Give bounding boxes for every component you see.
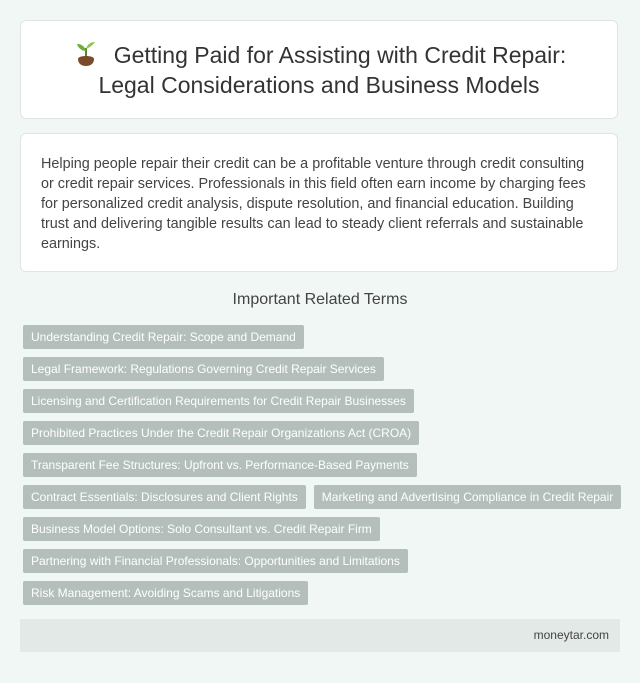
related-terms-list bbox=[23, 325, 623, 605]
term-tag[interactable]: Partnering with Financial Professionals: Opportunities and Limitations bbox=[23, 549, 408, 573]
page-title bbox=[49, 39, 589, 100]
intro-card bbox=[20, 133, 618, 272]
term-tag[interactable]: Contract Essentials: Disclosures and Client Rights bbox=[23, 485, 306, 509]
term-tag[interactable]: Legal Framework: Regulations Governing Credit Repair Services bbox=[23, 357, 384, 381]
term-tag[interactable]: Risk Management: Avoiding Scams and Litigations bbox=[23, 581, 308, 605]
intro-paragraph: Helping people repair their credit can be a profitable venture through credit consulting or credit repair services. Professionals in this field often earn income by charging fees for personalized credit analysis, dispute resolution, and financial education. Building trust and delivering tangible results can lead to steady client referrals and sustainable earnings. bbox=[41, 156, 586, 252]
footer bbox=[20, 619, 620, 652]
title-card bbox=[20, 20, 618, 119]
term-tag[interactable]: Licensing and Certification Requirements for Credit Repair Businesses bbox=[23, 389, 414, 413]
page-title-text: Getting Paid for Assisting with Credit Repair: Legal Considerations and Business Models bbox=[98, 42, 567, 98]
footer-site-link[interactable]: moneytar.com bbox=[533, 628, 609, 642]
sprout-icon bbox=[72, 39, 100, 67]
term-tag[interactable]: Business Model Options: Solo Consultant vs. Credit Repair Firm bbox=[23, 517, 380, 541]
term-tag[interactable]: Marketing and Advertising Compliance in Credit Repair bbox=[314, 485, 621, 509]
term-tag[interactable]: Transparent Fee Structures: Upfront vs. Performance-Based Payments bbox=[23, 453, 417, 477]
related-terms-heading: Important Related Terms bbox=[232, 291, 408, 308]
term-tag[interactable]: Prohibited Practices Under the Credit Repair Organizations Act (CROA) bbox=[23, 421, 419, 445]
term-tag[interactable]: Understanding Credit Repair: Scope and Demand bbox=[23, 325, 304, 349]
